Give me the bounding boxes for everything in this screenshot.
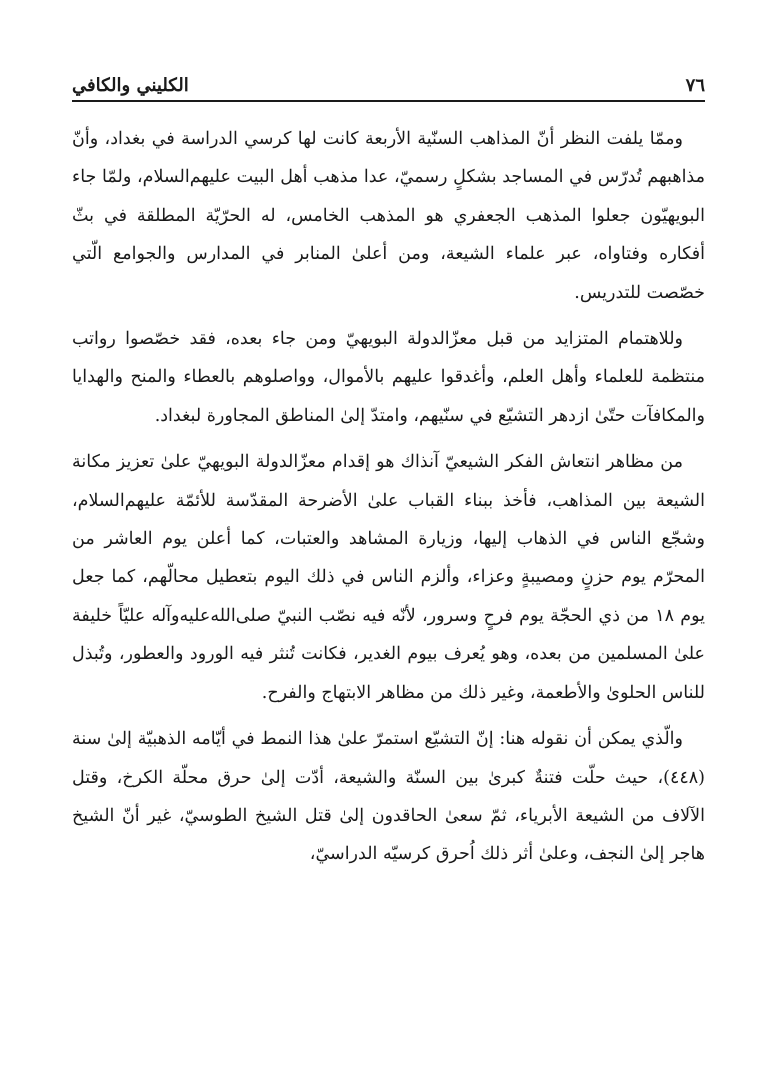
paragraph: من مظاهر انتعاش الفكر الشيعيّ آنذاك هو إقدام معزّالدولة البويهيّ علىٰ تعزيز مكانة الشيعة بين المذاهب، فأخذ ببناء القباب علىٰ الأضرحة المقدّسة للأئمّة عليهم‌السلام، وشجّع الناس في الذهاب إليها، وزيارة المشاهد والعتبات، كما أعلن يوم العاشر من المحرّم يوم حزنٍ ومصيبةٍ وعزاء، وألزم الناس في ذلك اليوم بتعطيل محالّهم، كما جعل يوم ١٨ من ذي الحجّة يوم فرحٍ وسرور، لأنّه فيه نصّب النبيّ صلى‌الله‌عليه‌وآله عليّاً خليفة علىٰ المسلمين من بعده، وهو يُعرف بيوم الغدير، فكانت تُنثر فيه الورود والعطور، وتُبذل للناس الحلوىٰ والأطعمة، وغير ذلك من مظاهر الابتهاج والفرح. xyxy=(72,452,706,703)
paragraph: وللاهتمام المتزايد من قبل معزّالدولة البويهيّ ومن جاء بعده، فقد خصّصوا رواتب منتظمة للعلماء وأهل العلم، وأغدقوا عليهم بالأموال، وواصلوهم بالعطاء والمنح والهدايا والمكافآت حتّىٰ ازدهر التشيّع في سنّيهم، وامتدّ إلىٰ المناطق المجاورة لبغداد. xyxy=(72,329,705,426)
paragraph: والّذي يمكن أن نقوله هنا: إنّ التشيّع استمرّ علىٰ هذا النمط في أيّامه الذهبيّة إلىٰ سنة (٤٤٨)، حيث حلّت فتنةٌ كبرىٰ بين السنّة والشيعة، أدّت إلىٰ حرق محلّة الكرخ، وقتل الآلاف من الشيعة الأبرياء، ثمّ سعىٰ الحاقدون إلىٰ قتل الشيخ الطوسيّ، غير أنّ الشيخ هاجر إلىٰ النجف، وعلىٰ أثر ذلك اُحرق كرسيّه الدراسيّ، xyxy=(72,729,705,865)
paragraph: وممّا يلفت النظر أنّ المذاهب السنّية الأربعة كانت لها كرسي الدراسة في بغداد، وأنّ مذاهبهم تُدرّس في المساجد بشكلٍ رسميّ، عدا مذهب أهل البيت عليهم‌السلام، ولمّا جاء البويهيّون جعلوا المذهب الجعفري هو المذهب الخامس، له الحرّيّة المطلقة في بثّ أفكاره وفتاواه، عبر علماء الشيعة، ومن أعلىٰ المنابر في المدارس والجوامع الّتي خصّصت للتدريس. xyxy=(72,129,705,303)
page-number: ٧٦ xyxy=(685,75,705,96)
running-title: الكليني والكافي xyxy=(72,75,189,96)
header-rule xyxy=(72,100,705,102)
page-body xyxy=(72,120,705,882)
page-header xyxy=(72,66,705,96)
